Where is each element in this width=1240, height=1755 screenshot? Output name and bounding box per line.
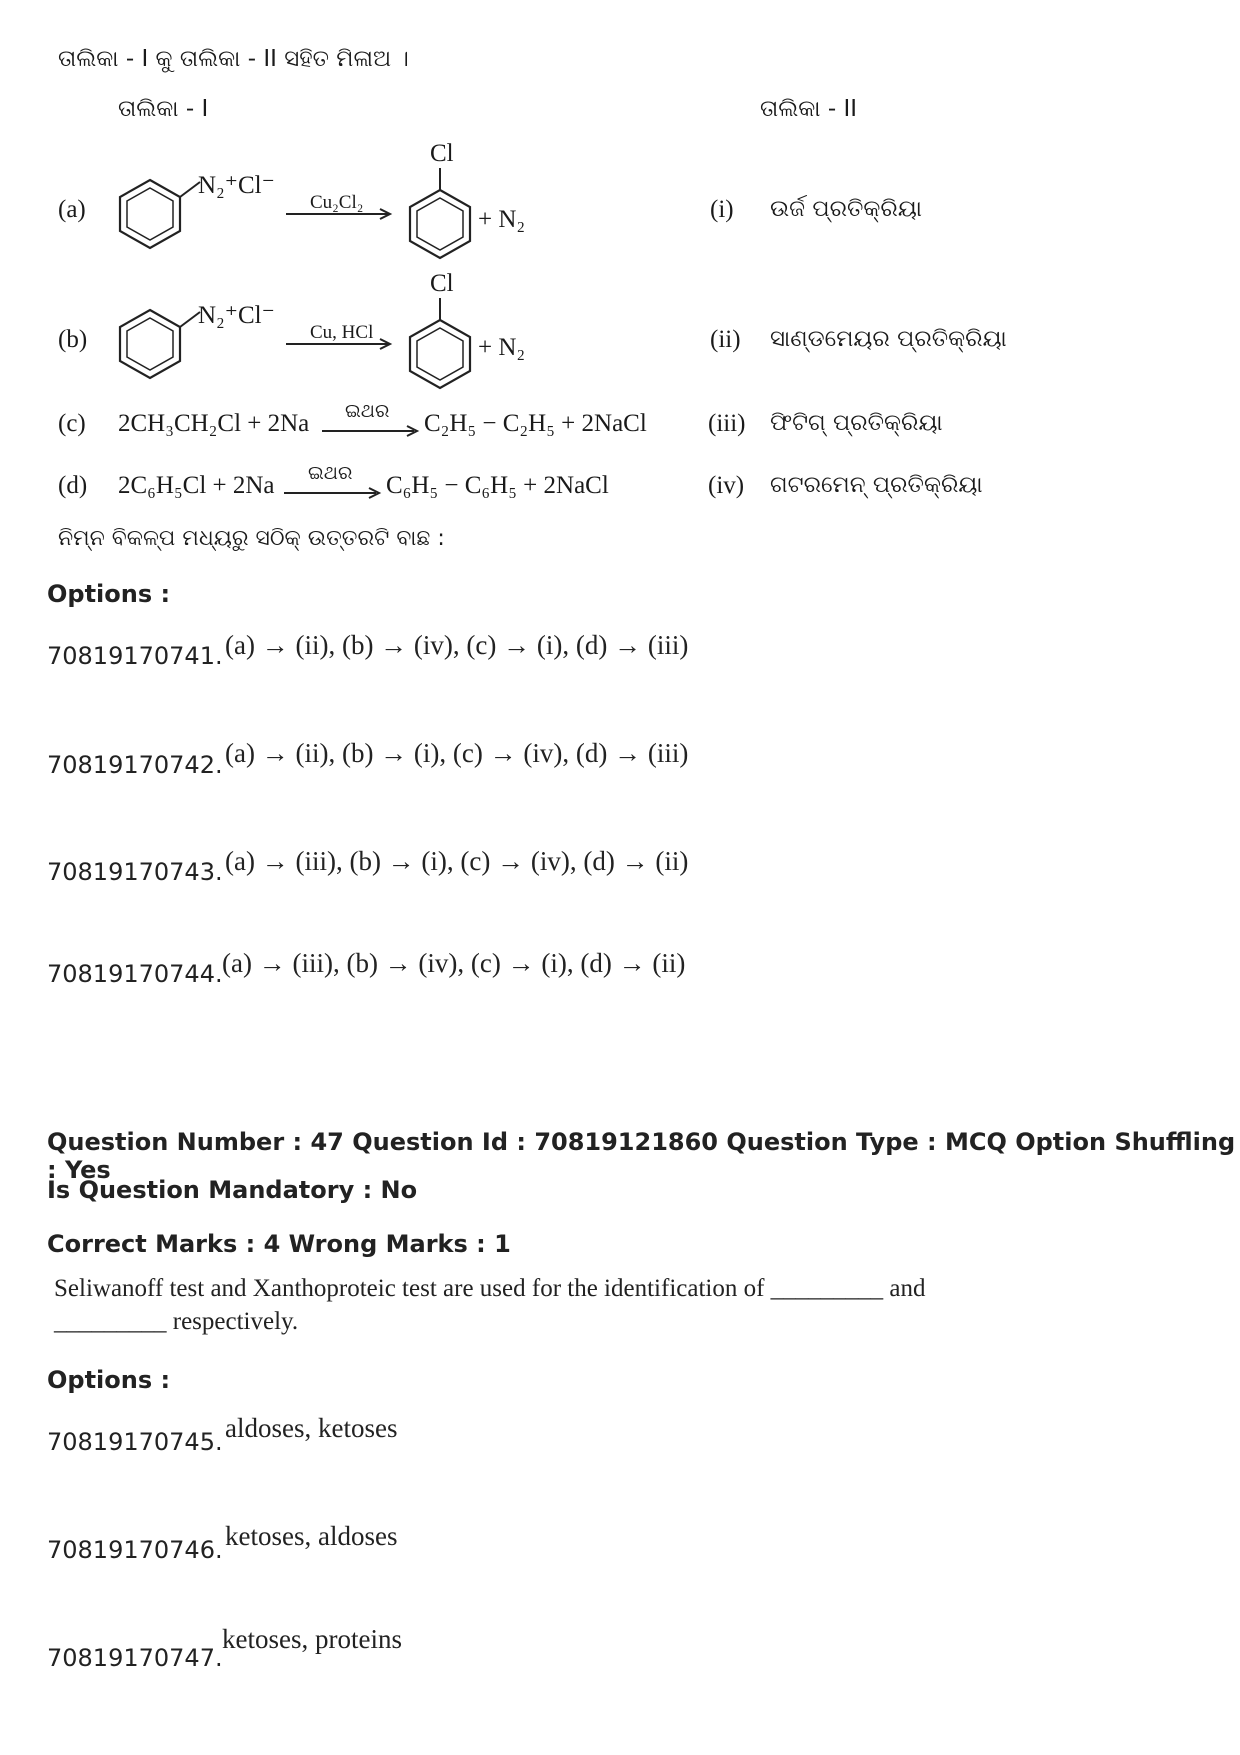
- row-i-text: ଉର୍ଜ ପ୍ରତିକ୍ରିୟା: [770, 196, 923, 222]
- arrow-c: [322, 424, 422, 438]
- products-c: C₂H₅ − C₂H₅ + 2NaCl: [424, 410, 647, 437]
- row-a-label: (a): [58, 196, 86, 223]
- benzene-ring-icon: [410, 190, 470, 258]
- row-i-label: (i): [710, 196, 734, 223]
- row-ii-text: ସାଣ୍ଡମେୟର ପ୍ରତିକ୍ରିୟା: [770, 326, 1007, 352]
- option-text[interactable]: aldoses, ketoses: [225, 1413, 398, 1443]
- option-text[interactable]: ketoses, proteins: [222, 1624, 402, 1654]
- reagent-a: Cu₂Cl₂: [310, 192, 364, 213]
- option-text[interactable]: (a) → (ii), (b) → (i), (c) → (iv), (d) → (iii): [225, 738, 689, 768]
- product-a: + N₂: [478, 206, 526, 233]
- benzene-inner-icon: [127, 188, 173, 240]
- arrow-d: [284, 486, 384, 500]
- reactants-c: 2CH₃CH₂Cl + 2Na: [118, 410, 310, 437]
- benzene-inner-icon: [417, 328, 463, 380]
- row-b-label: (b): [58, 326, 88, 353]
- option-text[interactable]: (a) → (iii), (b) → (i), (c) → (iv), (d) → (ii): [225, 846, 689, 876]
- option-text[interactable]: (a) → (iii), (b) → (iv), (c) → (i), (d) → (ii): [222, 948, 686, 978]
- reagent-c: ଇଥର: [345, 400, 390, 422]
- reagent-d: ଇଥର: [308, 462, 353, 484]
- substituent-b: Cl: [430, 270, 454, 297]
- option-id: 70819170745.: [47, 1428, 223, 1456]
- option-id: 70819170746.: [47, 1536, 223, 1564]
- reaction-a-diagram: [118, 160, 598, 270]
- row-iii-label: (iii): [708, 410, 746, 437]
- options-label: Options :: [47, 1366, 171, 1394]
- benzene-ring-icon: [120, 310, 180, 378]
- benzene-ring-icon: [120, 180, 180, 248]
- reaction-b-diagram: [118, 290, 598, 400]
- list1-header: ତାଲିକା - I: [118, 96, 209, 122]
- diazonium-a: N₂⁺Cl⁻: [198, 172, 275, 199]
- options-label: Options :: [47, 580, 171, 608]
- benzene-inner-icon: [417, 198, 463, 250]
- benzene-ring-icon: [410, 320, 470, 388]
- question-marks: Correct Marks : 4 Wrong Marks : 1: [47, 1230, 511, 1258]
- reagent-b: Cu, HCl: [310, 322, 374, 343]
- question-mandatory: Is Question Mandatory : No: [47, 1176, 418, 1204]
- option-id: 70819170741.: [47, 642, 223, 670]
- bond-line: [180, 312, 200, 327]
- option-id: 70819170747.: [47, 1644, 223, 1672]
- option-id: 70819170744.: [47, 960, 223, 988]
- row-iii-text: ଫିଟିଗ୍ ପ୍ରତିକ୍ରିୟା: [770, 410, 943, 436]
- substituent-a: Cl: [430, 140, 454, 167]
- benzene-inner-icon: [127, 318, 173, 370]
- question-meta: Question Number : 47 Question Id : 70819121860 Question Type : MCQ Option Shuffling : Yes: [47, 1128, 1236, 1184]
- diazonium-b: N₂⁺Cl⁻: [198, 302, 275, 329]
- row-iv-label: (iv): [708, 472, 745, 499]
- choose-instruction: ନିମ୍ନ ବିକଳ୍ପ ମଧ୍ୟରୁ ସଠିକ୍ ଉତ୍ତରଟି ବାଛ :: [58, 526, 445, 551]
- row-c-label: (c): [58, 410, 86, 437]
- match-instruction: ତାଲିକା - I କୁ ତାଲିକା - II ସହିତ ମିଳାଅ ।: [58, 46, 409, 72]
- row-ii-label: (ii): [710, 326, 741, 353]
- bond-line: [180, 182, 200, 197]
- list2-header: ତାଲିକା - II: [760, 96, 858, 122]
- products-d: C₆H₅ − C₆H₅ + 2NaCl: [386, 472, 609, 499]
- option-text[interactable]: ketoses, aldoses: [225, 1521, 398, 1551]
- option-id: 70819170742.: [47, 751, 223, 779]
- question-text-line1: Seliwanoff test and Xanthoproteic test are used for the identification of _________ and: [54, 1275, 926, 1302]
- option-text[interactable]: (a) → (ii), (b) → (iv), (c) → (i), (d) → (iii): [225, 630, 689, 660]
- reactants-d: 2C₆H₅Cl + 2Na: [118, 472, 275, 499]
- product-b: + N₂: [478, 334, 526, 361]
- option-id: 70819170743.: [47, 858, 223, 886]
- row-iv-text: ଗଟରମେନ୍ ପ୍ରତିକ୍ରିୟା: [770, 472, 983, 498]
- question-text-line2: _________ respectively.: [54, 1308, 299, 1335]
- row-d-label: (d): [58, 472, 88, 499]
